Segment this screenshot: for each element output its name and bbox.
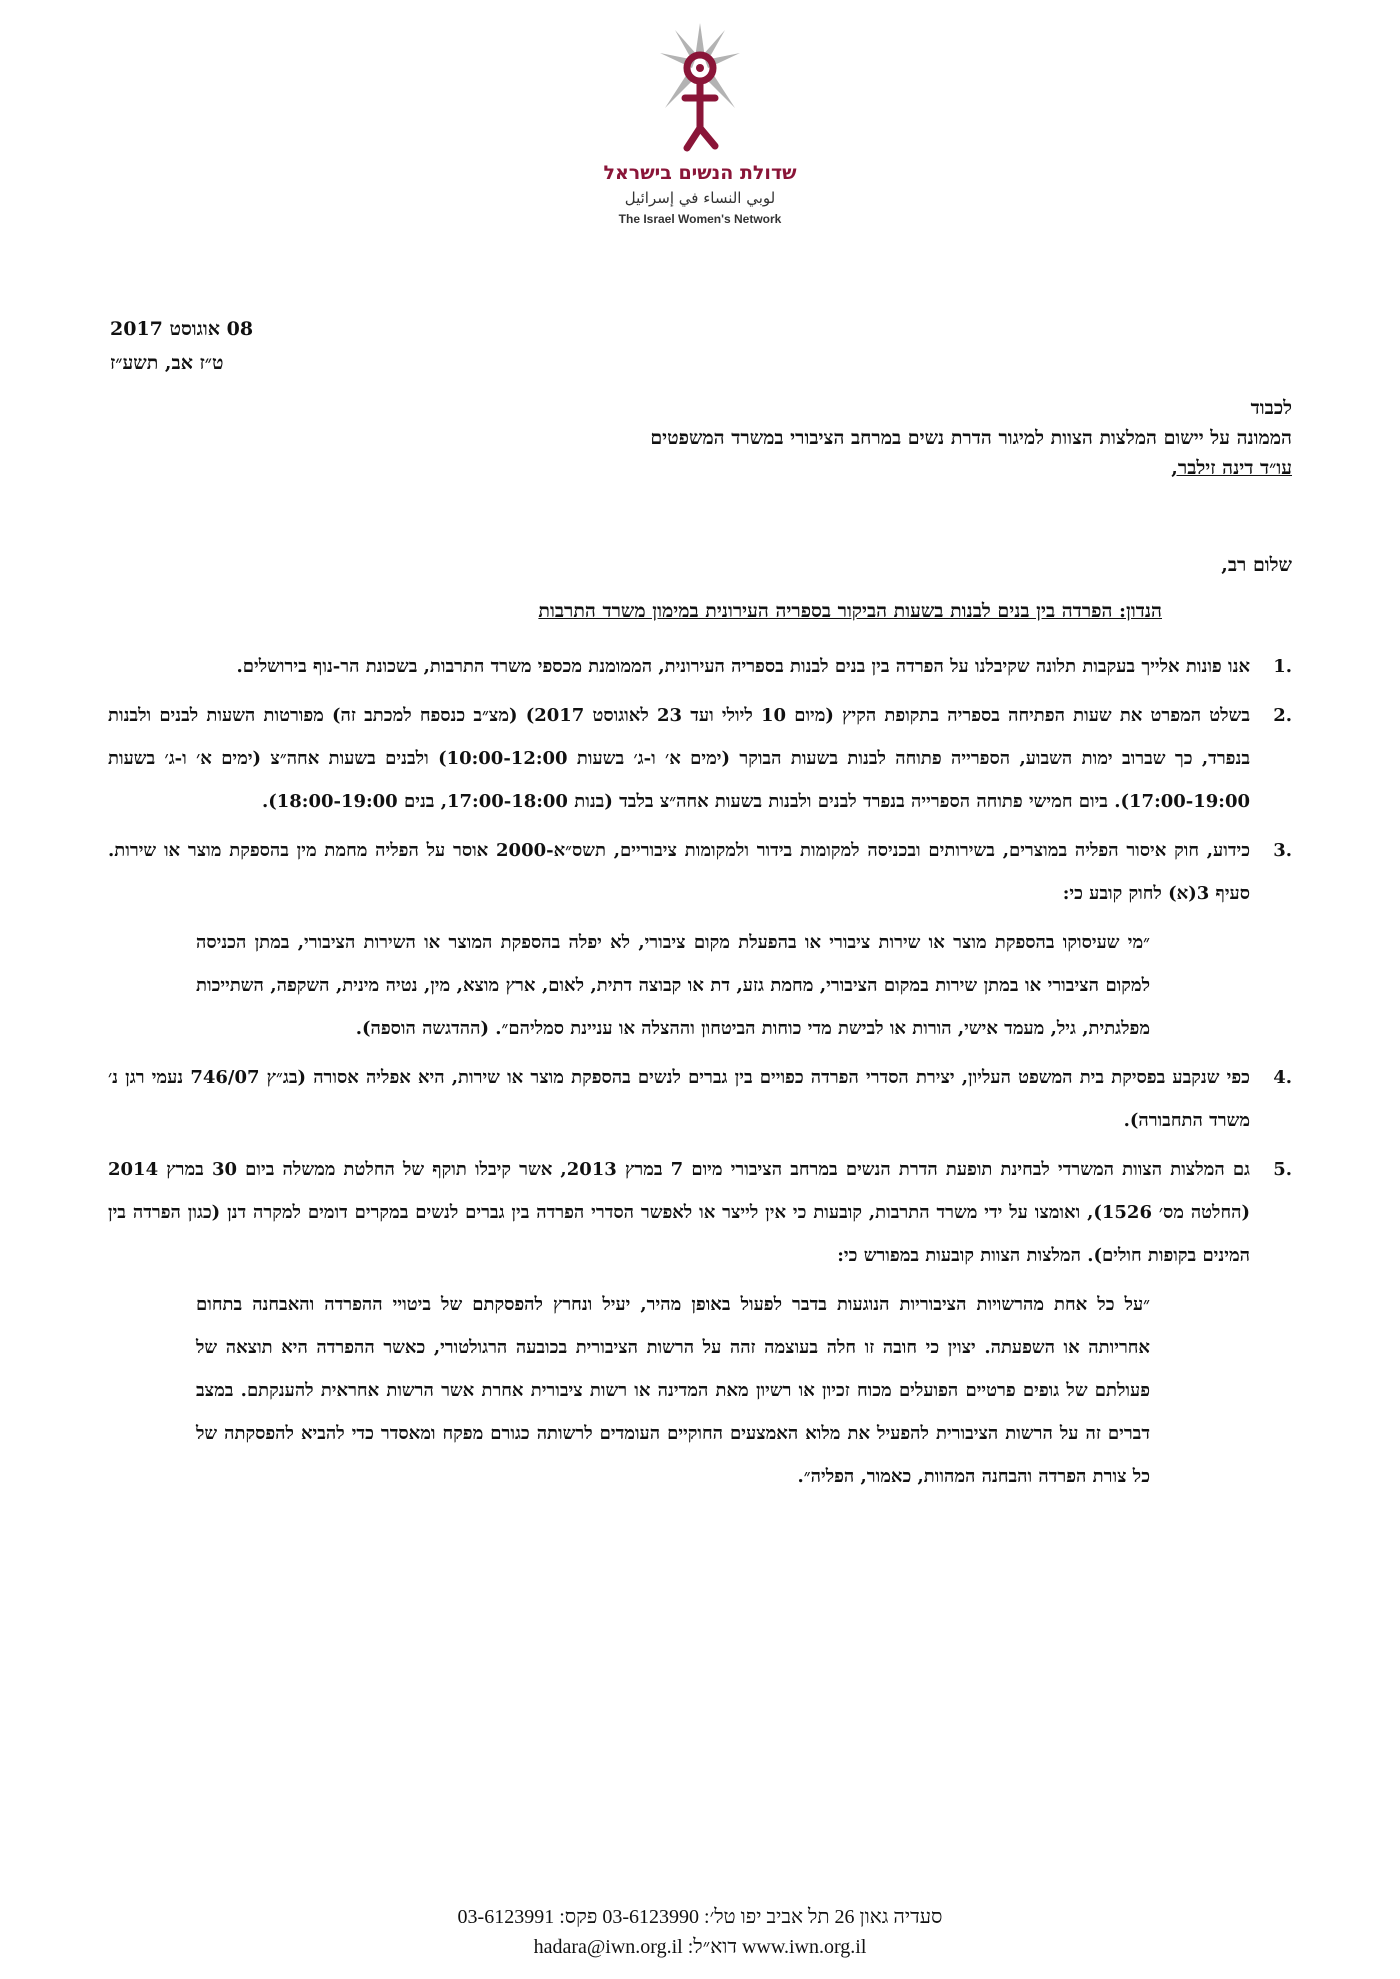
item-text: אנו פונות אלייך בעקבות תלונה שקיבלנו על הפרדה בין בנים לבנות בספריה העירונית, הממומנת מכספי משרד התרבות, בשכונת הר-נוף בירושלים.: [236, 656, 1250, 677]
item-number: .5: [1273, 1159, 1292, 1180]
law-quote: ״מי שעיסוקו בהספקת מוצר או שירות ציבורי או בהפעלת מקום ציבורי, לא יפלה בהספקת המוצר או השירות הציבורי, במתן הכניסה למקום הציבורי או במתן שירות במקום הציבורי, מחמת גזע, דת או קבוצה דתית, לאום, ארץ מוצא, מין, נטיה מינית, השקפה, השתייכות מפלגתית, גיל, מעמד אישי, הורות או לבישת מדי כוחות הביטחון וההצלה או עניינת סמליהם״. (ההדגשה הוספה).: [196, 932, 1150, 1039]
item-number: .3: [1273, 840, 1292, 861]
org-logo: [600, 18, 800, 263]
item-text: כידוע, חוק איסור הפליה במוצרים, בשירותים ובכניסה למקומות בידור ולמקומות ציבוריים, תשס״א-2000 אוסר על הפליה מחמת מין בהספקת מוצר או שירות. סעיף 3(א) לחוק קובע כי:: [108, 840, 1250, 904]
letter-body: [108, 645, 1292, 1504]
greeting: שלום רב,: [1221, 554, 1292, 576]
footer-address: סעדיה גאון 26 תל אביב יפו טל׳: 03-6123990 פקס: 03-6123991: [457, 1906, 943, 1928]
item-text: גם המלצות הצוות המשרדי לבחינת תופעת הדרת הנשים במרחב הציבורי מיום 7 במרץ 2013, אשר קיבלו תוקף של החלטת ממשלה ביום 30 במרץ 2014 (החלטה מס׳ 1526), ואומצו על ידי משרד התרבות, קובעות כי אין לייצר או לאפשר הסדרי הפרדה בין גברים לנשים במקרים דומים למקרה דנן (כגון הפרדה בין המינים בקופות חולים). המלצות הצוות קובעות במפורש כי:: [108, 1159, 1250, 1266]
list-item: [108, 829, 1292, 915]
org-name-arabic: لوبي النساء في إسرائيل: [624, 189, 776, 207]
subject-line: הנדון: הפרדה בין בנים לבנות בשעות הביקור בספריה העירונית במימון משרד התרבות: [538, 600, 1162, 622]
recommendation-quote: ״על כל אחת מהרשויות הציבוריות הנוגעות בדבר לפעול באופן מהיר, יעיל ונחרץ להפסקתם של ביטויי ההפרדה והאבחנה בתחום אחריותה או השפעתה. יצוין כי חובה זו חלה בעוצמה זהה על הרשות הציבורית בכובעה הרגולטורי, כאשר ההפרדה היא תוצאה של פעולתם של גופים פרטיים הפועלים מכוח זכיון או רשיון מאת המדינה או רשות ציבורית אחרת אשר הרשות אחראית להענקתם. במצב דברים זה על הרשות הציבורית להפעיל את מלוא האמצעים החוקיים העומדים לרשותה כגורם מפקח ומאסדר כדי להביא להפסקתה של כל צורת הפרדה והבחנה המהוות, כאמור, הפליה״.: [196, 1294, 1151, 1487]
item-number: .2: [1273, 705, 1292, 726]
star-woman-emblem-icon: [645, 18, 755, 158]
date-hebrew: ט״ז אב, תשע״ז: [110, 352, 224, 374]
footer-web: www.iwn.org.il דוא״ל: hadara@iwn.org.il: [533, 1936, 867, 1958]
recipient-salutation: לכבוד: [1250, 397, 1292, 419]
list-item: [108, 694, 1292, 823]
list-item: [108, 645, 1292, 688]
recipient-name: עו״ד דינה זילבר,: [1171, 457, 1292, 479]
date-gregorian: 08 אוגוסט 2017: [110, 318, 254, 340]
item-number: .1: [1273, 656, 1292, 677]
recipient-block: [112, 393, 1292, 483]
item-text: בשלט המפרט את שעות הפתיחה בספריה בתקופת הקיץ (מיום 10 ליולי ועד 23 לאוגוסט 2017) (מצ״ב כנספח למכתב זה) מפורטות השעות לבנים ולבנות בנפרד, כך שברוב ימות השבוע, הספרייה פתוחה לבנות בשעות הבוקר (ימים א׳ ו-ג׳ בשעות 10:00-12:00) ולבנים בשעות אחה״צ (ימים א׳ ו-ג׳ בשעות 17:00-19:00). ביום חמישי פתוחה הספרייה בנפרד לבנים ולבנות בשעות אחה״צ בלבד (בנות 17:00-18:00, בנים 18:00-19:00).: [108, 705, 1250, 812]
item-number: .4: [1273, 1067, 1292, 1088]
org-name-hebrew: שדולת הנשים בישראל: [603, 162, 797, 184]
recipient-title: הממונה על יישום המלצות הצוות למיגור הדרת נשים במרחב הציבורי במשרד המשפטים: [650, 427, 1292, 449]
list-item: [108, 1148, 1292, 1277]
item-text: כפי שנקבע בפסיקת בית המשפט העליון, יצירת הסדרי הפרדה כפויים בין גברים לנשים בהספקת מוצר או שירות, היא אפליה אסורה (בג״ץ 746/07 נעמי רגן נ׳ משרד התחבורה).: [108, 1067, 1250, 1131]
org-name-english: The Israel Women's Network: [618, 212, 782, 226]
letter-footer: [0, 1902, 1400, 1962]
letter-date: [110, 312, 253, 380]
list-item: [108, 1056, 1292, 1142]
